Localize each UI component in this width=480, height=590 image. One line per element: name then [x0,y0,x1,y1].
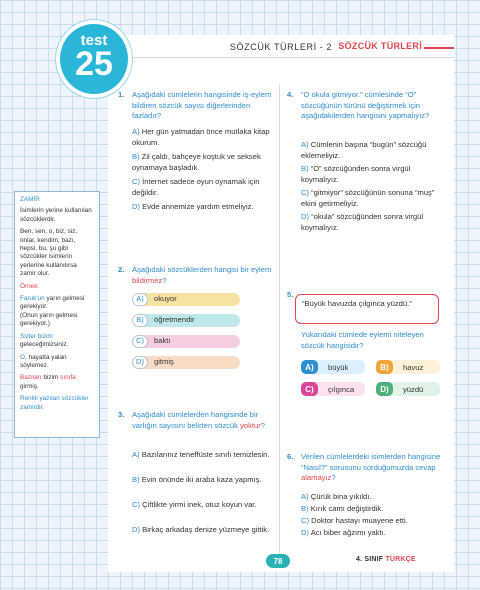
option-label: C) [301,188,310,197]
option-label: B) [132,475,140,484]
option-b[interactable] [132,475,272,486]
question-stem [132,410,272,431]
option-b[interactable] [301,504,441,515]
stem-text: Aşağıdaki sözcüklerden hangisi bir eylem [132,265,272,274]
example-3-text: , hayatta yalan söylemez. [20,353,67,369]
info-definition: İsimlerin yerine kullanılan sözcüklerdir. [20,207,92,223]
grade-label: 4. SINIF [356,556,384,563]
column-divider [279,84,280,554]
option-d[interactable] [132,202,272,213]
option-text: İnternet sadece oyun oynamak için değildir. [132,177,260,197]
option-text: Doktor hastayı muayene etti. [311,516,408,525]
info-note: Renkli yazılan sözcükler zamirdir. [20,395,89,411]
question-1 [118,90,278,230]
question-number: 1. [118,90,125,99]
option-c[interactable] [301,382,365,396]
info-example-4 [20,374,94,391]
option-label: B) [301,164,309,173]
option-b[interactable] [132,314,262,327]
quote-box: “Büyük havuzda çılgınca yüzdü.” [295,294,439,324]
option-text: “gitmiyor” sözcüğünün sonuna “muş” ekini getirmeliyiz. [301,188,435,208]
question-number: 3. [118,410,125,419]
option-text: yüzdü [403,384,424,394]
stem-highlight: yoktur [240,420,261,430]
test-badge [60,24,128,94]
question-number: 2. [118,265,125,274]
option-label: B) [132,152,140,161]
option-label: D) [132,356,148,369]
question-number: 6. [287,452,294,461]
option-label: A) [132,293,148,306]
option-label: B) [301,504,309,513]
stem-end: ? [260,420,265,430]
option-text: “okula” sözcüğünden sonra virgül koymalıyız. [301,212,424,232]
example-4-highlight: Bazıları [20,374,42,382]
question-number: 4. [287,90,294,99]
example-4-end: girmiş. [20,382,39,390]
badge-number: 25 [75,45,113,83]
option-label: A) [301,140,309,149]
option-text: Acı biber ağzımı yaktı. [310,528,386,537]
example-4-text: bizim [41,374,61,382]
option-b[interactable] [301,164,441,185]
option-label: C) [132,177,141,186]
option-d[interactable] [132,356,262,369]
question-2 [118,265,278,375]
question-stem [132,265,272,286]
option-text: büyük [328,362,349,372]
zamir-info-box [14,191,100,438]
question-stem: Yukarıdaki cümlede eylemi niteleyen sözcük hangisidir? [301,330,424,350]
option-b[interactable] [132,152,272,173]
option-label: B) [376,360,393,374]
info-example-2 [20,333,94,350]
option-text: çılgınca [328,384,355,394]
info-example-label: Örnek: [20,282,40,290]
subject-label: TÜRKÇE [385,556,416,563]
option-d[interactable] [301,212,441,233]
question-4 [287,90,447,270]
stem-text: Aşağıdaki cümlelerden hangisinde bir varlığın sayısını belirten sözcük [132,410,259,430]
option-a[interactable] [301,492,441,503]
option-text: Her gün yatmadan önce mutlaka kitap okurum. [132,127,270,147]
option-text: Çiftlikte yirmi inek, otuz koyun var. [142,500,257,509]
option-b[interactable] [376,360,440,374]
example-4-highlight-2: sınıfa [60,374,76,382]
option-a[interactable] [132,450,272,461]
example-1-highlight: Faruk'un [20,295,45,303]
option-c[interactable] [132,177,272,198]
grade-subject [356,556,416,563]
stem-text: Verilen cümlelerdeki isimlerden hangisine “Nasıl?” sorusunu sorduğumuzda cevap [301,452,441,472]
stem-highlight: bildirmez [132,275,163,285]
option-label: D) [132,525,141,534]
option-text: Evin önünde iki araba kaza yapmış. [141,475,262,484]
option-label: D) [376,382,393,396]
option-text: baktı [144,335,240,348]
section-title: SÖZCÜK TÜRLERİ - 2 [229,41,333,52]
option-text: okuyor [144,293,240,306]
question-6 [287,452,447,552]
option-label: C) [301,516,310,525]
question-5 [287,330,447,354]
option-a[interactable] [301,360,365,374]
option-text: havuz [403,362,424,372]
option-a[interactable] [301,140,441,161]
example-1-text: yarın gelmesi gerekiyor. [20,295,85,311]
option-a[interactable] [132,293,262,306]
topic-tag: SÖZCÜK TÜRLERİ [338,41,422,51]
option-label: D) [132,202,141,211]
question-3 [118,410,278,555]
option-text: Birkaç arkadaş denize yüzmeye gittik. [142,525,270,534]
option-text: Evde annemize yardım etmeliyiz. [142,202,254,211]
option-text: öğretmendir [144,314,240,327]
option-text: Zil çaldı, bahçeye koştuk ve seksek oynamaya başladık. [132,152,261,172]
badge-word: test [80,32,108,49]
option-text: gitmiş [144,356,240,369]
example-2-text: geleceğimizsiniz. [20,341,69,349]
example-3-highlight: O [20,353,25,361]
option-c[interactable] [301,516,441,527]
question-number: 5. [287,290,294,299]
option-c[interactable] [132,335,262,348]
option-a[interactable] [132,127,272,148]
example-1-paren: (Onun yarın gelmesi gerekiyor.) [20,311,78,328]
option-label: D) [301,212,310,221]
stem-end: ? [162,275,167,285]
option-text: Cümlenin başına “bugün” sözcüğü eklemeliyiz. [301,140,427,160]
option-text: Kırık camı değiştirdik. [310,504,384,513]
option-label: C) [301,382,318,396]
option-label: B) [132,314,148,327]
option-label: D) [301,528,310,537]
question-stem: “O okula gitmiyor.” cümlesinde “O” sözcüğünün türünü değiştirmek için aşağıdakilerden hangisini yapmalıyız? [301,90,430,120]
option-c[interactable] [301,188,441,209]
option-label: A) [301,492,309,501]
option-d[interactable] [132,525,272,536]
info-example-3 [20,354,94,371]
option-label: A) [132,450,140,459]
option-text: Çürük bina yıkıldı. [310,492,372,501]
info-explanation: Ben, sen, o, biz, siz, onlar, kendim, bazı, hepsi, bu, şu gibi sözcükler isimlerin yerlerine kullanılırsa zamir olur. [20,228,78,278]
question-stem: Aşağıdaki cümlelerin hangisinde iş-eylem bildiren sözcük sayısı diğerlerinden fazladır? [132,90,272,120]
info-title: ZAMİR [20,196,40,203]
option-label: C) [132,335,148,348]
option-label: C) [132,500,141,509]
page-number: 78 [266,554,290,568]
option-c[interactable] [132,500,272,511]
stem-end: ? [331,473,336,482]
option-text: “O” sözcüğünden sonra virgül koymalıyız. [301,164,411,184]
option-label: A) [301,360,318,374]
info-example-1 [20,295,94,329]
section-header [108,36,454,58]
question-stem [301,452,441,484]
option-d[interactable] [376,382,440,396]
example-2-highlight: Sizler bizim [20,332,53,340]
option-text: Bazılarınız teneffüste sınıfı temizlesin. [141,450,270,459]
option-label: A) [132,127,140,136]
stem-highlight: alamayız [301,473,332,482]
option-d[interactable] [301,528,441,539]
